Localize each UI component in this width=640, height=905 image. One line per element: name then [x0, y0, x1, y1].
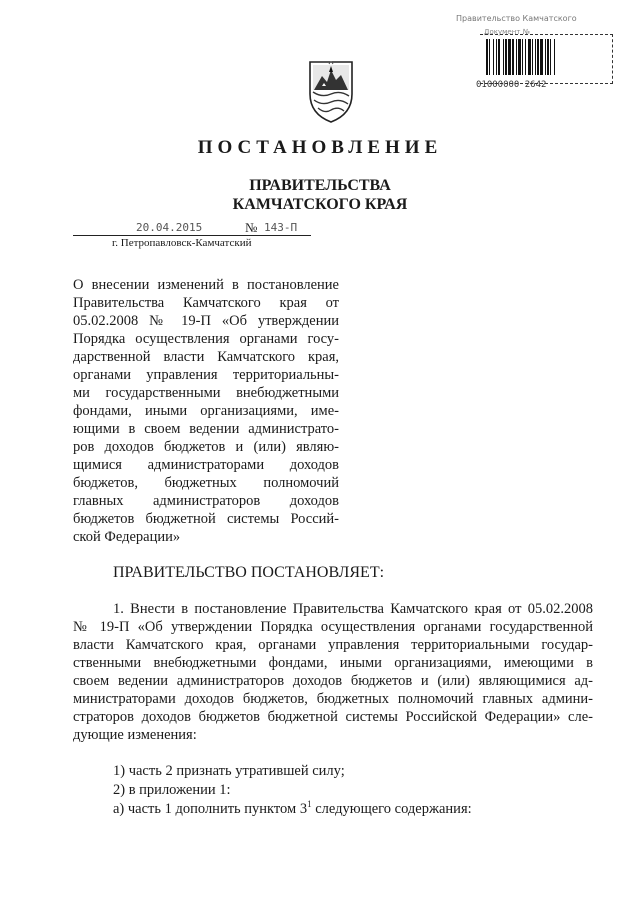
subject-line: Правительства Камчатского края от — [73, 295, 339, 311]
subject-line: бюджетов бюджетной системы Россий- — [73, 511, 339, 527]
date-number-underline — [73, 235, 311, 236]
list-item-3-text: а) часть 1 дополнить пунктом 3 — [113, 801, 308, 817]
paragraph-line: 1. Внести в постановление Правительства Камчатского края от 05.02.2008 — [113, 601, 593, 617]
list-item-3 — [113, 801, 472, 818]
subject-line: фондами, иными организациями, име- — [73, 403, 339, 419]
subject-line: бюджетов, бюджетных полномочий — [73, 475, 339, 491]
subject-line: щимися администраторами доходов — [73, 457, 339, 473]
subject-line: главных администраторов доходов — [73, 493, 339, 509]
number-sign: № — [245, 220, 258, 235]
paragraph-line: дующие изменения: — [73, 727, 197, 743]
subject-line: ров доходов бюджетов и (или) являю- — [73, 439, 339, 455]
subject-line: ми государственными внебюджетными — [73, 385, 339, 401]
document-date: 20.04.2015 — [136, 221, 203, 234]
document-subject — [73, 276, 339, 546]
paragraph-line: министраторами доходов бюджетов, бюджетных полномочий главных админи- — [73, 691, 593, 707]
superscript: 1 — [307, 799, 312, 810]
issuing-authority — [200, 176, 440, 214]
paragraph-1 — [73, 600, 593, 744]
registration-stamp-text: Правительство Камчатского — [456, 14, 577, 23]
barcode-number: 01000000 2642 — [476, 80, 547, 90]
list-item-3-text-end: следующего содержания: — [311, 801, 472, 817]
subject-line: дарственной власти Камчатского края, — [73, 349, 339, 365]
paragraph-line: № 19-П «Об утверждении Порядка осуществления органами государственной — [73, 619, 593, 635]
place-of-issue: г. Петропавловск-Камчатский — [112, 237, 252, 249]
registration-stamp-subtext: Документ № — [484, 28, 530, 36]
subject-line: органами управления территориальны- — [73, 367, 339, 383]
document-number: 143-П — [264, 221, 298, 234]
subject-line: 05.02.2008 № 19-П «Об утверждении — [73, 313, 339, 329]
document-type-title: ПОСТАНОВЛЕНИЕ — [197, 137, 443, 158]
coat-of-arms-icon — [300, 56, 362, 126]
barcode-bars — [486, 39, 606, 75]
authority-line-2: КАМЧАТСКОГО КРАЯ — [232, 196, 408, 213]
subject-line: ющими в своем ведении администрато- — [73, 421, 339, 437]
subject-line: Порядка осуществления органами госу- — [73, 331, 339, 347]
list-item-1: 1) часть 2 признать утратившей силу; — [113, 763, 345, 779]
list-item-2: 2) в приложении 1: — [113, 782, 231, 798]
subject-line: О внесении изменений в постановление — [73, 277, 339, 293]
paragraph-line: страторов доходов бюджетов бюджетной системы Российской Федерации» сле- — [73, 709, 593, 725]
paragraph-line: ственными внебюджетными фондами, иными организациями, имеющими в — [73, 655, 593, 671]
authority-line-1: ПРАВИТЕЛЬСТВА — [249, 177, 391, 194]
barcode — [480, 34, 613, 84]
paragraph-line: своем ведении администраторов доходов бюджетов и (или) являющимися ад- — [73, 673, 593, 689]
subject-line: ской Федерации» — [73, 529, 181, 545]
resolution-heading: ПРАВИТЕЛЬСТВО ПОСТАНОВЛЯЕТ: — [113, 564, 385, 581]
paragraph-line: власти Камчатского края, органами управления территориальными государ- — [73, 637, 593, 653]
